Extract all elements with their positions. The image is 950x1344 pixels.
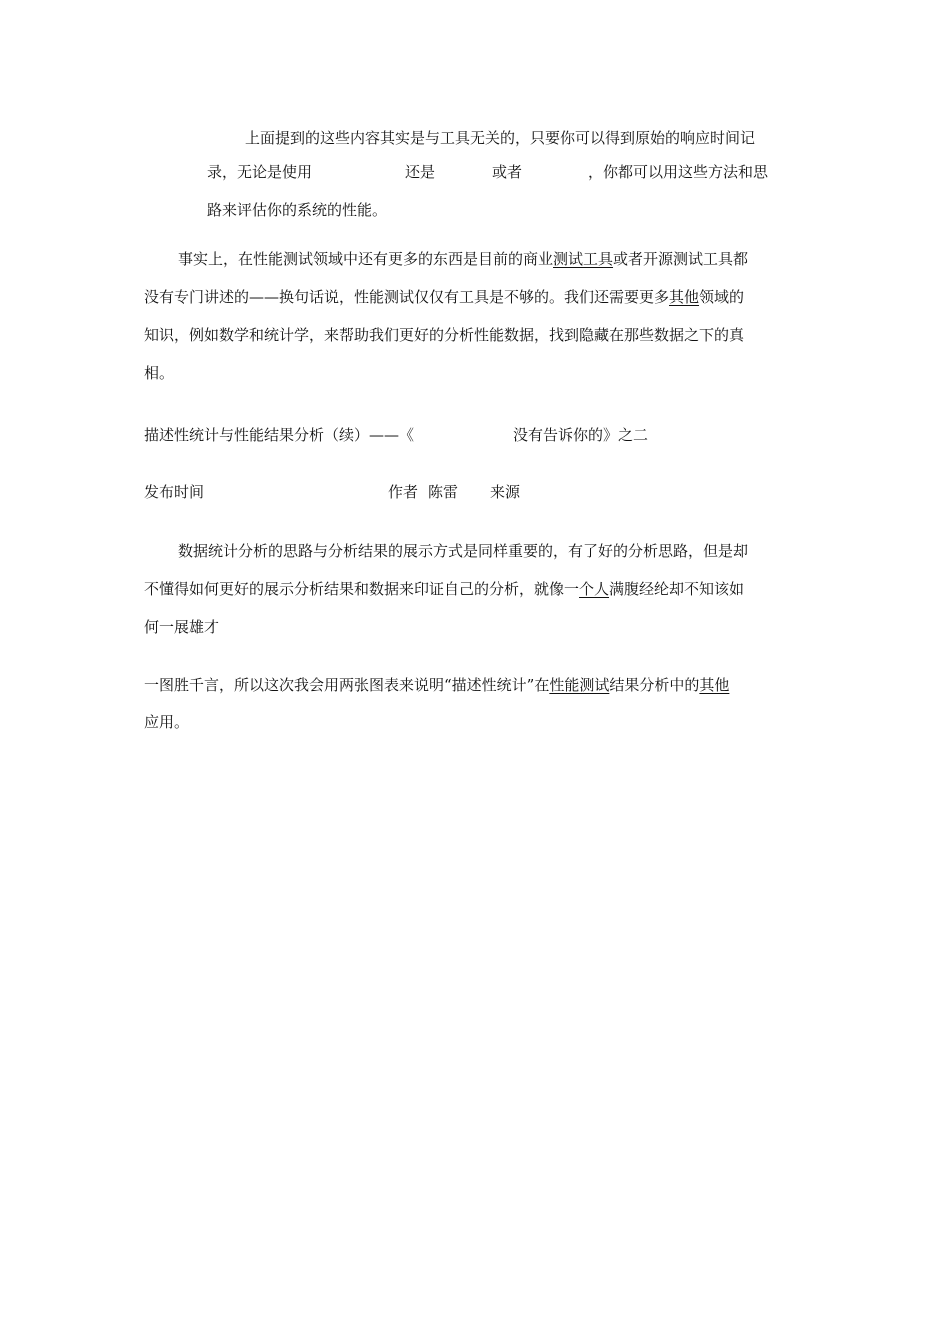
para2-text: 不懂得如何更好的展示分析结果和数据来印证自己的分析，就像一 (144, 580, 580, 598)
meta-source-label: 来源 (490, 483, 521, 501)
link-performance-testing[interactable]: 性能测试 (549, 676, 610, 694)
quote-line-2-a: 录，无论是使用 (207, 163, 313, 181)
quote-line-2 (207, 162, 768, 182)
para1-line-1 (178, 249, 748, 269)
meta-author-label: 作者 (388, 483, 419, 501)
para1-text: 或者开源测试工具都 (613, 250, 749, 268)
link-testing-tools[interactable]: 测试工具 (553, 250, 614, 268)
para1-line-3: 知识，例如数学和统计学，来帮助我们更好的分析性能数据，找到隐藏在那些数据之下的真 (144, 326, 745, 344)
link-other[interactable]: 其他 (669, 288, 700, 306)
quote-line-2-d: ，你都可以用这些方法和思 (588, 163, 769, 181)
para3-line-1 (144, 675, 729, 695)
para2-line-1: 数据统计分析的思路与分析结果的展示方式是同样重要的，有了好的分析思路，但是却 (178, 542, 749, 560)
para3-text: 结果分析中的 (609, 676, 700, 694)
para2-text: 满腹经纶却不知该如 (609, 580, 745, 598)
quote-line-2-c: 或者 (492, 163, 523, 181)
quote-line-1: 上面提到的这些内容其实是与工具无关的，只要你可以得到原始的响应时间记 (245, 129, 756, 147)
quote-line-2-b: 还是 (405, 163, 436, 181)
article-title (144, 424, 648, 445)
meta-author: 陈雷 (428, 483, 459, 501)
para1-line-2 (144, 287, 744, 307)
para2-line-3: 何一展雄才 (144, 618, 220, 636)
para3-text: 一图胜千言，所以这次我会用两张图表来说明“描述性统计”在 (144, 676, 550, 694)
article-meta-author (388, 481, 520, 502)
para2-line-2 (144, 579, 744, 599)
link-person[interactable]: 个人 (579, 580, 610, 598)
para3-line-2: 应用。 (144, 713, 190, 731)
article-title-b: 没有告诉你的》之二 (513, 426, 649, 444)
article-meta (144, 481, 204, 502)
para1-text: 领域的 (699, 288, 745, 306)
meta-date-label: 发布时间 (144, 483, 205, 501)
para1-text: 事实上，在性能测试领域中还有更多的东西是目前的商业 (178, 250, 554, 268)
quote-line-3: 路来评估你的系统的性能。 (207, 201, 388, 219)
para1-text: 没有专门讲述的——换句话说，性能测试仅仅有工具是不够的。我们还需要更多 (144, 288, 670, 306)
para1-line-4: 相。 (144, 364, 175, 382)
article-title-a: 描述性统计与性能结果分析（续）——《 (144, 426, 415, 444)
link-other-2[interactable]: 其他 (699, 676, 730, 694)
